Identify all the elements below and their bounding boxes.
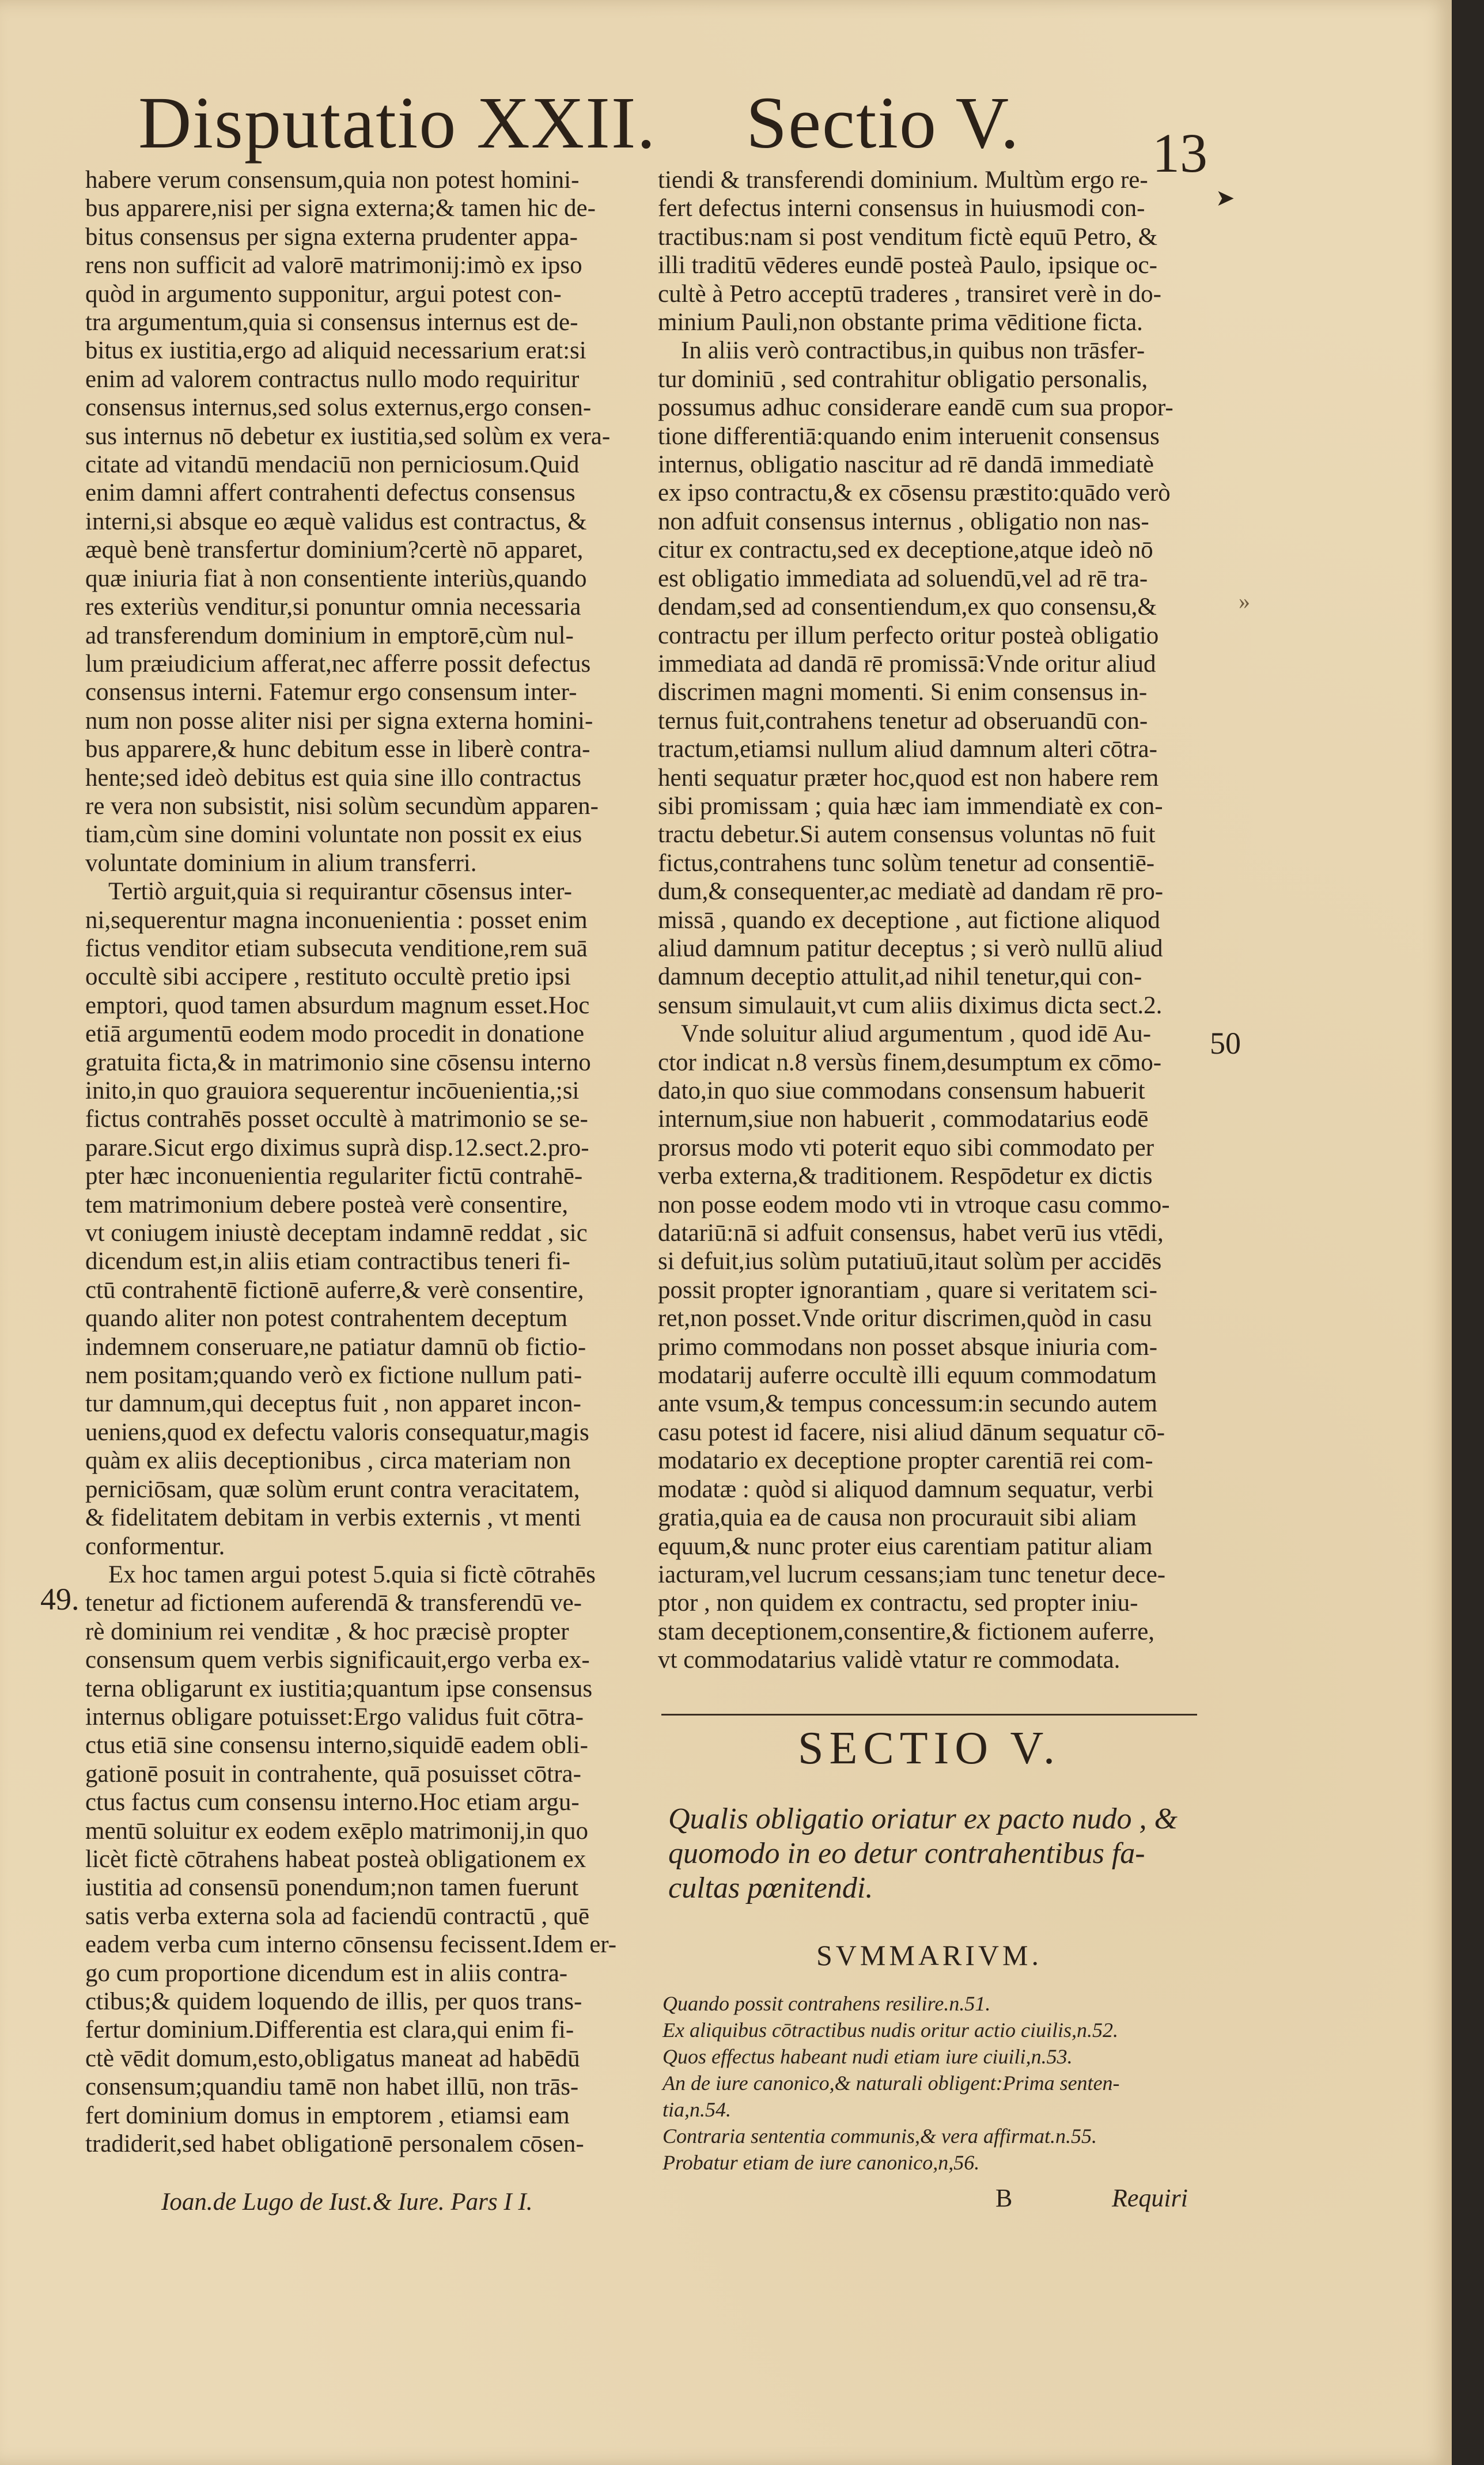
summary-item: Quando possit contrahens resilire.n.51.	[662, 1992, 991, 2015]
margin-mark-arrow-icon: ➤	[1216, 185, 1235, 211]
summary-item: Probatur etiam de iure canonico,n,56.	[662, 2151, 980, 2174]
signature-mark: B	[995, 2184, 1013, 2212]
section-title: SECTIO V.	[797, 1723, 1061, 1774]
running-header	[138, 81, 1210, 184]
page-number: 13	[1152, 122, 1207, 184]
summary-item: An de iure canonico,& naturali obligent:Prima senten- tia,n.54.	[662, 2072, 1120, 2121]
catchword: Requiri	[1112, 2184, 1188, 2212]
right-paragraph-3: Vnde soluitur aliud argumentum , quod idē Au- ctor indicat n.8 versùs finem,desumptum ex cōmo- dato,in quo siue commodans consensum habuerit internum,siue non habuerit , commodatarius eodē prorsus modo vti poterit equo sibi commodato per verba externa,& traditionem. Respōdetur ex dictis non posse eodem modo vti in vtroque casu commo- datariū:nā si adfuit consensus, habet verū ius vtēdi, si defuit,ius solùm putatiuū,itaut solùm per accidēs possit propter ignorantiam , quare si veritatem sci- ret,non posset.Vnde oritur discrimen,quòd in casu primo commodans non posset absque iniuria com- modatarij auferre occultè illi equum commodatum ante vsum,& tempus concessum:in secundo autem casu potest id facere, nisi aliud dānum sequatur cō- modatario ex deceptione propter carentiā rei com- modatæ : quòd si aliquod damnum sequatur, verbi gratia,quia ea de causa non procurauit sibi aliam equum,& nunc proter eius carentiam patitur aliam iacturam,vel lucrum cessans;iam tunc tenetur dece- ptor , non quidem ex contractu, sed propter iniu- stam deceptionem,consentire,& fictionem auferre, vt commodatarius validè vtatur re commodata.	[658, 1020, 1170, 1674]
right-paragraph-1: tiendi & transferendi dominium. Multùm ergo re- fert defectus interni consensus in huiusmodi con- tractibus:nam si post venditum fictè equū Petro, & illi traditū vēderes eundē posteà Paulo, ipsique oc- cultè à Petro acceptū traderes , transiret verè in do- minium Pauli,non obstante prima vēditione ficta.	[658, 166, 1161, 336]
section-divider	[661, 1714, 1197, 1716]
left-column	[85, 166, 638, 2158]
summary-heading: SVMMARIVM.	[816, 1939, 1042, 1971]
section-question: Qualis obligatio oriatur ex pacto nudo , & quomodo in eo detur contrahentibus fa- cultas pœnitendi.	[668, 1803, 1178, 1904]
left-paragraph-1: habere verum consensum,quia non potest homini- bus apparere,nisi per signa externa;& tamen hic de- bitus consensus per signa externa prudenter appa- rens non sufficit ad valorē matrimonij:imò ex ipso quòd in argumento supponitur, argui potest con- tra argumentum,quia si consensus internus est de- bitus ex iustitia,ergo ad aliquid necessarium erat:si enim ad valorem contractus nullo modo requiritur consensus internus,sed solus externus,ergo consen- sus internus nō debetur ex iustitia,sed solùm ex vera- citate ad vitandū mendaciū non perniciosum.Quid enim damni affert contrahenti defectus consensus interni,si absque eo æquè validus est contractus, & æquè benè transfertur dominium?certè nō apparet, quæ iniuria fiat à non consentiente interiùs,quando res exteriùs venditur,si ponuntur omnia necessaria ad transferendum dominium in emptorē,cùm nul- lum præiudicium afferat,nec afferre possit defectus consensus interni. Fatemur ergo consensum inter- num non posse aliter nisi per signa externa homini- bus apparere,& hunc debitum esse in liberè contra- hente;sed ideò debitus est quia sine illo contractus re vera non subsistit, nisi solùm secundùm apparen- tiam,cùm sine domini voluntate non possit ex eius voluntate dominium in alium transferri.	[85, 166, 611, 877]
summary-item: Quos effectus habeant nudi etiam iure ciuili,n.53.	[662, 2045, 1073, 2068]
margin-number-50: 50	[1210, 1026, 1241, 1061]
header-disputatio: Disputatio XXII.	[138, 82, 657, 164]
left-paragraph-3: Ex hoc tamen argui potest 5.quia si fictè cōtrahēs tenetur ad fictionem auferendā & transferendū ve- rè dominium rei venditæ , & hoc præcisè propter consensum quem verbis significauit,ergo verba ex- terna obligarunt ex iustitia;quantum ipse consensus internus obligare potuisset:Ergo validus fuit cōtra- ctus etiā sine consensu interno,siquidē eadem obli- gationē posuit in contrahente, quā posuisset cōtra- ctus factus cum consensu interno.Hoc etiam argu- mentū soluitur ex eodem exēplo matrimonij,in quo licèt fictè cōtrahens habeat posteà obligationem ex iustitia ad consensū ponendum;non tamen fuerunt satis verba externa sola ad faciendū contractū , quē eadem verba cum interno cōnsensu fecissent.Idem er- go cum proportione dicendum est in aliis contra- ctibus;& quidem loquendo de illis, per quos trans- fertur dominium.Differentia est clara,qui enim fi- ctè vēdit domum,esto,obligatus maneat ad habēdū consensum;quandiu tamē non habet illū, non trās- fert dominium domus in emptorem , etiamsi eam tradiderit,sed habet obligationē personalem cōsen-	[85, 1561, 617, 2158]
right-paragraph-2: In aliis verò contractibus,in quibus non trāsfer- tur dominiū , sed contrahitur obligatio personalis, possumus adhuc considerare eandē cum sua propor- tione differentiā:quando enim interuenit consensus internus, obligatio nascitur ad rē dandā immediatè ex ipso contractu,& ex cōsensu præstito:quādo verò non adfuit consensus internus , obligatio non nas- citur ex contractu,sed ex deceptione,atque ideò nō est obligatio immediata ad soluendū,vel ad rē tra- dendam,sed ad consentiendum,ex quo consensu,& contractu per illum perfecto oritur posteà obligatio immediata ad dandā rē promissā:Vnde oritur aliud discrimen magni momenti. Si enim consensus in- ternus fuit,contrahens tenetur ad obseruandū con- tractum,etiamsi nullum aliud damnum alteri cōtra- henti sequatur præter hoc,quod est non habere rem sibi promissam ; quia hæc iam immendiatè ex con- tractu debetur.Si autem consensus voluntas nō fuit fictus,contrahens tunc solùm tenetur ad consentiē- dum,& consequenter,ac mediatè ad dandam rē pro- missā , quando ex deceptione , aut fictione aliquod aliud damnum patitur deceptus ; si verò nullū aliud damnum deceptio attulit,ad nihil tenetur,qui con- sensum simulauit,vt cum aliis diximus dicta sect.2.	[658, 337, 1173, 1019]
summary-item: Ex aliquibus cōtractibus nudis oritur actio ciuilis,n.52.	[662, 2019, 1118, 2042]
margin-number-49: 49.	[40, 1582, 80, 1616]
summary-list	[662, 1990, 1204, 2176]
right-column	[658, 166, 1199, 1675]
page-signature-line: Ioan.de Lugo de Iust.& Iure. Pars I I.	[161, 2188, 533, 2216]
header-sectio: Sectio V.	[746, 82, 1020, 164]
left-paragraph-2: Tertiò arguit,quia si requirantur cōsensus inter- ni,sequerentur magna inconuenientia : posset enim fictus venditor etiam subsecuta venditione,rem suā occultè sibi accipere , restituto occultè pretio ipsi emptori, quod tamen absurdum magnum esset.Hoc etiā argumentū eodem modo procedit in donatione gratuita ficta,& in matrimonio sine cōsensu interno inito,in quo grauiora sequerentur incōuenientia,;si fictus contrahēs posset occultè à matrimonio se se- parare.Sicut ergo diximus suprà disp.12.sect.2.pro- pter hæc inconuenientia regulariter fictū contrahē- tem matrimonium debere posteà verè consentire, vt coniugem iniustè deceptam indamnē reddat , sic dicendum est,in aliis etiam contractibus teneri fi- ctū contrahentē fictionē auferre,& verè consentire, quando aliter non potest contrahentem deceptum indemnem conseruare,ne patiatur damnū ob fictio- nem positam;quando verò ex fictione nullum pati- tur damnum,qui deceptus fuit , non apparet incon- ueniens,quod ex defectu valoris consequatur,magis quàm ex aliis deceptionibus , circa materiam non perniciōsam, quæ solùm erunt contra veracitatem, & fidelitatem debitam in verbis externis , vt menti conformentur.	[85, 878, 591, 1560]
margin-mark-faint-icon: »	[1239, 588, 1250, 614]
summary-item: Contraria sententia communis,& vera affirmat.n.55.	[662, 2125, 1097, 2148]
